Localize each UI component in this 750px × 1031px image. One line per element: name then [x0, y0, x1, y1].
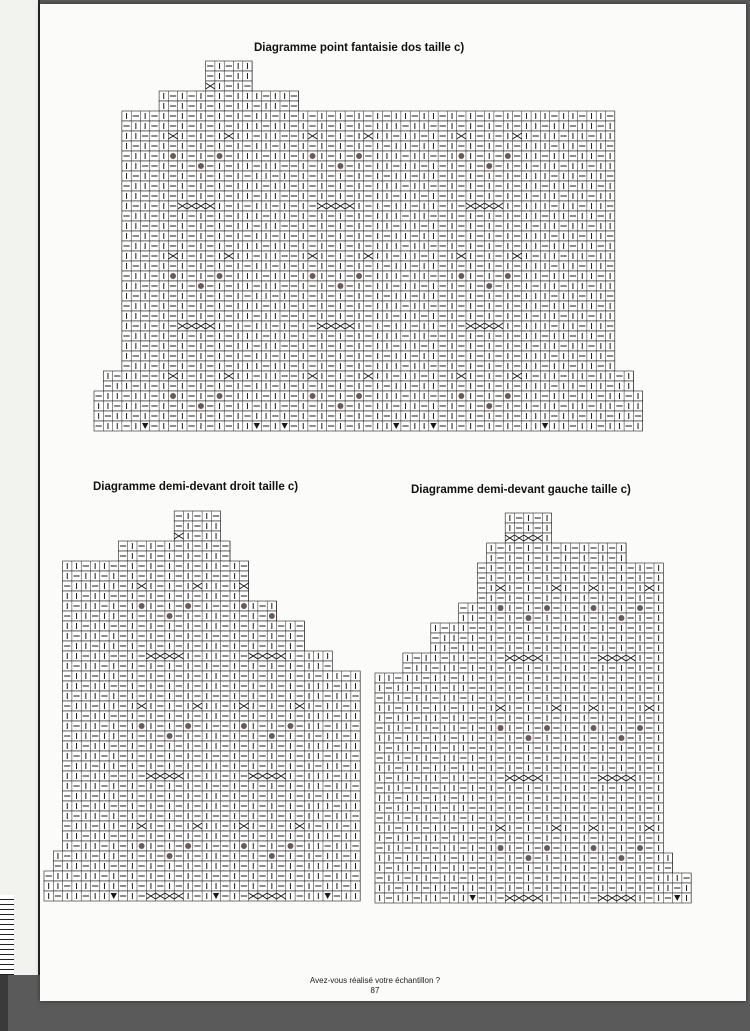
chart-row — [122, 361, 615, 371]
chart-row — [122, 281, 615, 291]
chart-row — [63, 751, 361, 761]
chart-row — [122, 301, 615, 311]
previous-page-chart-fragment — [0, 895, 14, 975]
right-front-stitch-chart — [43, 510, 361, 902]
chart-row — [122, 331, 615, 341]
bobble — [167, 733, 173, 739]
bobble — [337, 163, 343, 169]
chart-row — [103, 371, 633, 381]
bobble — [185, 603, 191, 609]
previous-page-edge — [0, 0, 40, 975]
bobble — [458, 393, 464, 399]
chart-row — [63, 671, 361, 681]
chart-row — [63, 651, 333, 661]
chart-row — [122, 151, 615, 161]
chart-row — [122, 131, 615, 141]
chart-row — [159, 91, 298, 101]
bobble — [217, 153, 223, 159]
bobble — [505, 393, 511, 399]
chart-row — [63, 611, 277, 621]
chart-row — [122, 111, 615, 121]
bobble — [269, 733, 275, 739]
bobble — [486, 163, 492, 169]
back-stitch-chart — [93, 60, 644, 432]
bobble — [458, 273, 464, 279]
bobble — [486, 283, 492, 289]
chart-row — [63, 741, 361, 751]
bobble — [310, 153, 316, 159]
chart-row — [122, 311, 615, 321]
chart-row — [63, 691, 361, 701]
chart-row — [63, 591, 249, 601]
bobble — [167, 613, 173, 619]
chart-row — [122, 191, 615, 201]
bobble — [198, 403, 204, 409]
bobble — [198, 163, 204, 169]
chart-row — [122, 231, 615, 241]
bobble — [337, 283, 343, 289]
chart-row — [122, 171, 615, 181]
chart-row — [122, 251, 615, 261]
chart-row — [122, 221, 615, 231]
bobble — [287, 723, 293, 729]
chart-row — [174, 531, 220, 541]
chart-row — [122, 201, 615, 211]
bobble — [269, 613, 275, 619]
bobble — [310, 393, 316, 399]
chart-row — [94, 411, 643, 421]
chart-row — [174, 511, 220, 521]
bobble — [241, 723, 247, 729]
chart-row — [122, 321, 615, 331]
chart-row — [63, 571, 249, 581]
chart-row — [206, 71, 252, 81]
chart-row — [122, 121, 615, 131]
chart-row — [103, 381, 633, 391]
bobble — [458, 153, 464, 159]
chart-row — [122, 291, 615, 301]
chart-row — [63, 641, 305, 651]
back-chart-title: Diagramme point fantaisie dos taille c) — [254, 42, 465, 54]
chart-row — [206, 61, 252, 71]
chart-row — [63, 631, 305, 641]
bobble — [217, 393, 223, 399]
chart-row — [122, 181, 615, 191]
chart-row — [63, 581, 249, 591]
chart-row — [94, 421, 643, 431]
bobble — [170, 393, 176, 399]
chart-row — [122, 241, 615, 251]
bobble — [486, 403, 492, 409]
chart-row — [122, 341, 615, 351]
chart-row — [122, 211, 615, 221]
bobble — [241, 603, 247, 609]
chart-row — [122, 261, 615, 271]
chart-row — [122, 271, 615, 281]
chart-row — [174, 521, 220, 531]
bobble — [356, 153, 362, 159]
chart-row — [63, 661, 333, 671]
bobble — [198, 283, 204, 289]
bobble — [337, 403, 343, 409]
chart-row — [122, 141, 615, 151]
chart-row — [63, 701, 361, 711]
chart-row — [63, 731, 361, 741]
chart-row — [63, 621, 305, 631]
bobble — [217, 273, 223, 279]
chart-row — [94, 401, 643, 411]
bobble — [356, 273, 362, 279]
chart-row — [118, 541, 230, 551]
chart-row — [63, 721, 361, 731]
chart-row — [63, 681, 361, 691]
bobble — [505, 273, 511, 279]
chart-row — [122, 351, 615, 361]
bobble — [310, 273, 316, 279]
chart-row — [94, 391, 643, 401]
bobble — [139, 603, 145, 609]
chart-row — [122, 161, 615, 171]
bobble — [170, 273, 176, 279]
chart-row — [63, 711, 361, 721]
chart-row — [63, 601, 277, 611]
bobble — [139, 723, 145, 729]
bobble — [185, 723, 191, 729]
chart-row — [63, 761, 361, 771]
chart-row — [159, 101, 298, 111]
chart-row — [118, 551, 230, 561]
bobble — [505, 153, 511, 159]
chart-row — [63, 561, 249, 571]
right-front-chart-title: Diagramme demi-devant droit taille c) — [93, 481, 299, 493]
bobble — [170, 153, 176, 159]
chart-row — [206, 81, 252, 91]
bobble — [356, 393, 362, 399]
